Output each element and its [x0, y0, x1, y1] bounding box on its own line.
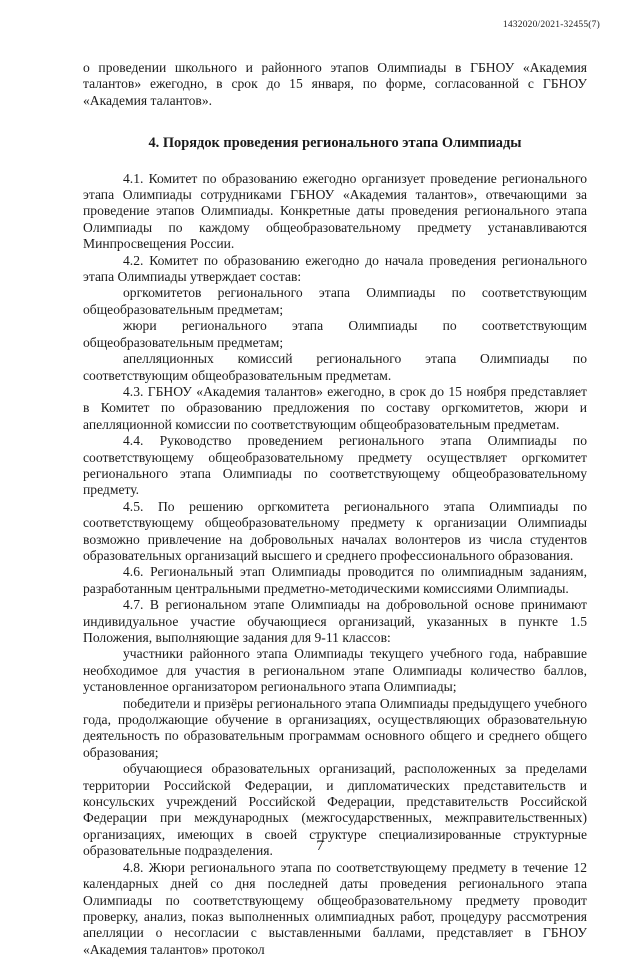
body-paragraph: 4.6. Региональный этап Олимпиады проводится по олимпиадным заданиям, разработанным центральными предметно-методическими комиссиями Олимпиады.: [83, 564, 587, 596]
body-paragraph: 4.7. В региональном этапе Олимпиады на добровольной основе принимают индивидуальное участие обучающиеся организаций, указанных в пункте 1.5 Положения, выполняющие задания для 9-11 классов:: [83, 597, 587, 645]
body-paragraph: 4.5. По решению оргкомитета регионального этапа Олимпиады по соответствующему общеобразовательному предмету к организации Олимпиады возможно привлечение на добровольных началах волонтеров из числа студентов образовательных организаций высшего и среднего профессионального образования.: [83, 498, 587, 563]
body-paragraph: 4.1. Комитет по образованию ежегодно организует проведение регионального этапа Олимпиады сотрудниками ГБНОУ «Академия талантов», отвечающими за проведение этапов Олимпиады. Конкретные даты проведения регионального этапа Олимпиады по каждому общеобразовательному предмету устанавливаются Минпросвещения России.: [83, 170, 587, 252]
body-paragraph: 4.4. Руководство проведением регионального этапа Олимпиады по соответствующему общеобразовательному предмету осуществляет оргкомитет регионального этапа Олимпиады по соответствующему общеобразовательному предмету.: [83, 433, 587, 498]
body-paragraph: 4.3. ГБНОУ «Академия талантов» ежегодно, в срок до 15 ноября представляет в Комитет по образованию предложения по составу оргкомитетов, жюри и апелляционной комиссии по соответствующим общеобразовательным предметам.: [83, 383, 587, 432]
page-number: 7: [316, 838, 324, 854]
body-paragraph: обучающиеся образовательных организаций, расположенных за пределами территории Российской Федерации, и дипломатических представительств и консульских учреждений Российской Федерации, представительств Российской Федерации при международных (межгосударственных, межправительственных) организациях, имеющих в своей структуре специализированные структурные образовательные подразделения.: [83, 761, 587, 859]
body-paragraph: оргкомитетов регионального этапа Олимпиады по соответствующим общеобразовательным предметам;: [83, 285, 587, 317]
body-paragraph: 4.8. Жюри регионального этапа по соответствующему предмету в течение 12 календарных дней со дня последней даты проведения регионального этапа Олимпиады по соответствующему общеобразовательному предмету проводит проверку, анализ, показ выполненных олимпиадных работ, процедуру рассмотрения апелляции о несогласии с выставленными баллами, представляет в ГБНОУ «Академия талантов» протокол: [83, 859, 587, 957]
document-id: 1432020/2021-32455(7): [502, 20, 600, 30]
document-body: [83, 60, 587, 958]
intro-paragraph: о проведении школьного и районного этапов Олимпиады в ГБНОУ «Академия талантов» ежегодно, в срок до 15 января, по форме, согласованной с ГБНОУ «Академия талантов».: [83, 60, 587, 108]
body-paragraph: апелляционных комиссий регионального этапа Олимпиады по соответствующим общеобразовательным предметам.: [83, 351, 587, 383]
body-paragraph: победители и призёры регионального этапа Олимпиады предыдущего учебного года, продолжающие обучение в организациях, осуществляющих образовательную деятельность по образовательным программам основного общего и среднего общего образования;: [83, 695, 587, 760]
body-paragraph: участники районного этапа Олимпиады текущего учебного года, набравшие необходимое для участия в региональном этапе Олимпиады количество баллов, установленное организатором регионального этапа Олимпиады;: [83, 646, 587, 695]
section-title: 4. Порядок проведения регионального этапа Олимпиады: [148, 135, 522, 152]
body-paragraph: жюри регионального этапа Олимпиады по соответствующим общеобразовательным предметам;: [83, 318, 587, 350]
body-paragraph: 4.2. Комитет по образованию ежегодно до начала проведения регионального этапа Олимпиады утверждает состав:: [83, 252, 587, 285]
